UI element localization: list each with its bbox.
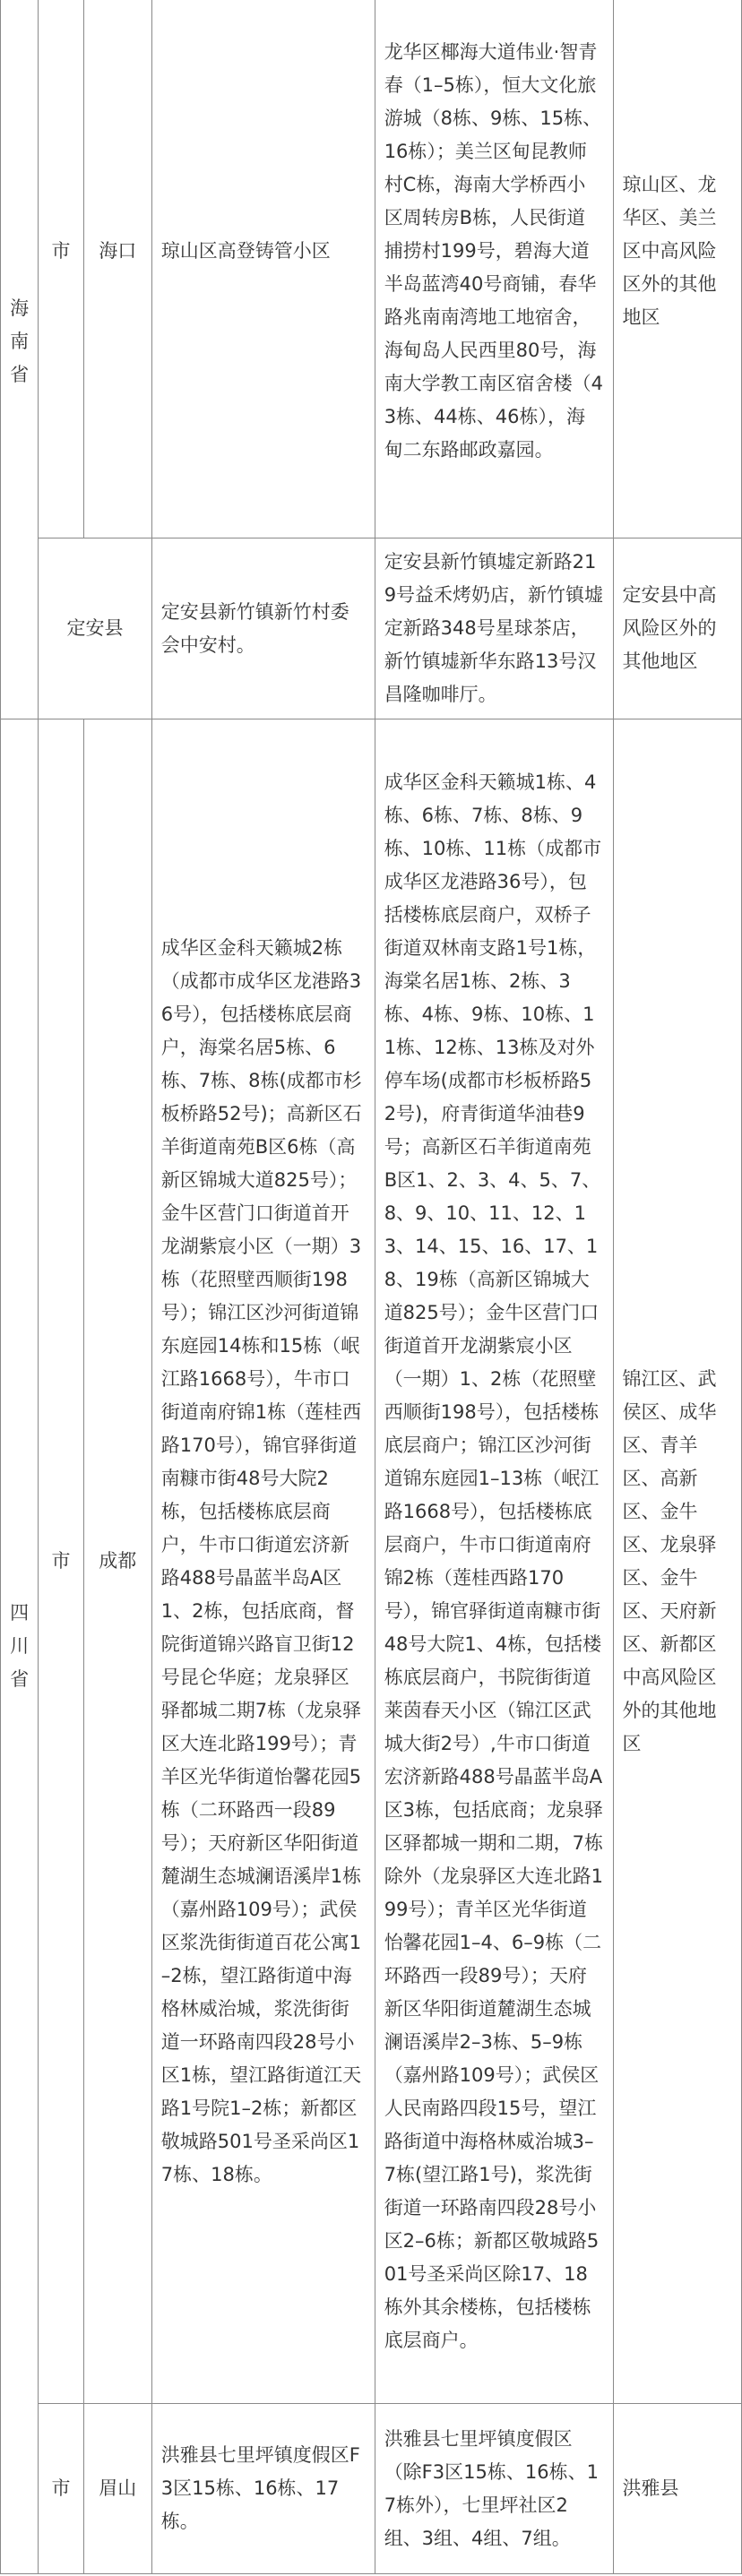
province-cell: 四川省	[1, 719, 39, 2574]
city-label-cell: 市	[39, 719, 84, 2404]
district-cell: 定安县	[39, 538, 152, 719]
high-risk-cell: 洪雅县七里坪镇度假区（除F3区15栋、16栋、17栋外），七里坪社区2组、3组、4组、7组。	[375, 2404, 613, 2574]
high-risk-cell: 成华区金科天籁城1栋、4栋、6栋、7栋、8栋、9栋、10栋、11栋（成都市成华区龙港路36号），包括楼栋底层商户，双桥子街道双林南支路1号1栋，海棠名居1栋、2栋、3栋、4栋、9栋、10栋、11栋、12栋、13栋及对外停车场(成都市杉板桥路52号)，府青街道华油巷9号；高新区石羊街道南苑B区1、2、3、4、5、7、8、9、10、11、12、13、14、15、16、17、18、19栋（高新区锦城大道825号）；金牛区营门口街道首开龙湖紫宸小区（一期）1、2栋（花照壁西顺街198号），包括楼栋底层商户；锦江区沙河街道锦东庭园1–13栋（岷江路1668号），包括楼栋底层商户，牛市口街道南府锦2栋（莲桂西路170号），锦官驿街道南糠市街48号大院1、4栋，包括楼栋底层商户，书院街街道莱茵春天小区（锦江区武城大街2号）,牛市口街道宏济新路488号晶蓝半岛A区3栋，包括底商；龙泉驿区驿都城一期和二期，7栋除外（龙泉驿区大连北路199号）；青羊区光华街道怡馨花园1–4、6–9栋（二环路西一段89号）；天府新区华阳街道麓湖生态城澜语溪岸2–3栋、5–9栋（嘉州路109号）；武侯区人民南路四段15号，望江路街道中海格林威治城3–7栋(望江路1号)，浆洗街街道一环路南四段28号小区2–6栋；新都区敬城路501号圣采尚区除17、18栋外其余楼栋，包括楼栋底层商户。	[375, 719, 613, 2404]
district-cell: 海口	[83, 0, 151, 538]
mid-risk-cell: 成华区金科天籁城2栋（成都市成华区龙港路36号），包括楼栋底层商户，海棠名居5栋、6栋、7栋、8栋(成都市杉板桥路52号)；高新区石羊街道南苑B区6栋（高新区锦城大道825号）；金牛区营门口街道首开龙湖紫宸小区（一期）3栋（花照壁西顺街198号）；锦江区沙河街道锦东庭园14栋和15栋（岷江路1668号），牛市口街道南府锦1栋（莲桂西路170号），锦官驿街道南糠市街48号大院2栋，包括楼栋底层商户，牛市口街道宏济新路488号晶蓝半岛A区1、2栋，包括底商，督院街道锦兴路盲卫街12号昆仑华庭；龙泉驿区驿都城二期7栋（龙泉驿区大连北路199号）；青羊区光华街道怡馨花园5栋（二环路西一段89号）；天府新区华阳街道麓湖生态城澜语溪岸1栋（嘉州路109号）；武侯区浆洗街街道百花公寓1–2栋，望江路街道中海格林威治城，浆洗街街道一环路南四段28号小区1栋，望江路街道江天路1号院1–2栋；新都区敬城路501号圣采尚区17栋、18栋。	[151, 719, 375, 2404]
city-label-cell: 市	[39, 0, 84, 538]
province-cell: 海南省	[1, 0, 39, 719]
mid-risk-cell: 定安县新竹镇新竹村委会中安村。	[151, 538, 375, 719]
table-row	[1, 2404, 742, 2574]
low-risk-cell: 洪雅县	[613, 2404, 742, 2574]
low-risk-cell: 锦江区、武侯区、成华区、青羊区、高新区、金牛区、龙泉驿区、金牛区、天府新区、新都区中高风险区外的其他地区	[613, 719, 742, 2404]
district-cell: 眉山	[83, 2404, 151, 2574]
table-row	[1, 719, 742, 2404]
mid-risk-cell: 琼山区高登铸管小区	[151, 0, 375, 538]
high-risk-cell: 定安县新竹镇墟定新路219号益禾烤奶店，新竹镇墟定新路348号星球茶店，新竹镇墟新华东路13号汉昌隆咖啡厅。	[375, 538, 613, 719]
district-cell: 成都	[83, 719, 151, 2404]
low-risk-cell: 琼山区、龙华区、美兰区中高风险区外的其他地区	[613, 0, 742, 538]
low-risk-cell: 定安县中高风险区外的其他地区	[613, 538, 742, 719]
high-risk-cell: 龙华区椰海大道伟业·智青春（1–5栋），恒大文化旅游城（8栋、9栋、15栋、16栋）；美兰区甸昆教师村C栋，海南大学桥西小区周转房B栋，人民街道捕捞村199号，碧海大道半岛蓝湾40号商铺，春华路兆南南湾地工地宿舍，海甸岛人民西里80号，海南大学教工南区宿舍楼（43栋、44栋、46栋），海甸二东路邮政嘉园。	[375, 0, 613, 538]
table-row	[1, 538, 742, 719]
city-label-cell: 市	[39, 2404, 84, 2574]
table-row	[1, 0, 742, 538]
mid-risk-cell: 洪雅县七里坪镇度假区F3区15栋、16栋、17栋。	[151, 2404, 375, 2574]
